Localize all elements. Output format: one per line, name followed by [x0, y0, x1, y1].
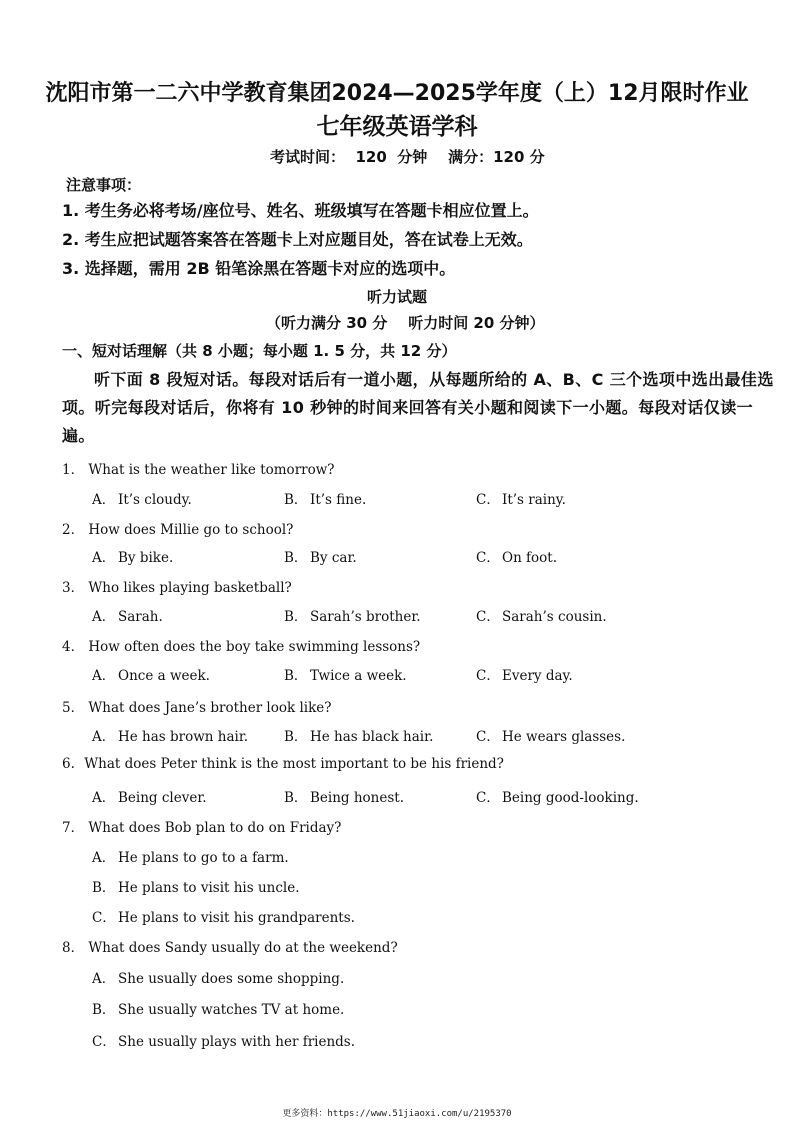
option-c: C． On foot. [476, 550, 558, 566]
option-a: A． Sarah. [92, 609, 163, 625]
question-text: How does Millie go to school? [88, 522, 294, 538]
option-a: A． He plans to go to a farm. [92, 850, 289, 866]
question-text: How often does the boy take swimming lessons? [88, 639, 421, 655]
listening-section-subtitle: （听力满分 30 分 听力时间 20 分钟） [266, 314, 545, 332]
question-3: 3． Who likes playing basketball? [62, 580, 292, 596]
option-b: B． He plans to visit his uncle. [92, 880, 300, 896]
note-item: 3. 选择题，需用 2B 铅笔涂黑在答题卡对应的选项中。 [62, 259, 456, 278]
question-text: What is the weather like tomorrow? [88, 462, 335, 478]
question-text: What does Peter think is the most important to be his friend? [84, 756, 504, 772]
option-a: A． Being clever. [92, 790, 207, 806]
option-b: B． He has black hair. [284, 729, 434, 745]
question-text: What does Sandy usually do at the weekend? [88, 940, 398, 956]
option-b: B． She usually watches TV at home. [92, 1002, 345, 1018]
part-one-instructions: 听下面 8 段短对话。每段对话后有一道小题，从每题所给的 A、B、C 三个选项中选出最佳选项。听完每段对话后，你将有 10 秒钟的时间来回答有关小题和阅读下一小题。每段对话仅读一遍。 [62, 370, 774, 445]
question-text: What does Jane’s brother look like? [88, 700, 332, 716]
question-4: 4． How often does the boy take swimming lessons? [62, 639, 421, 655]
option-c: C． Sarah’s cousin. [476, 609, 607, 625]
option-b: B． By car. [284, 550, 357, 566]
note-item: 1. 考生务必将考场/座位号、姓名、班级填写在答题卡相应位置上。 [62, 201, 539, 220]
option-b: B． It’s fine. [284, 492, 367, 508]
option-b: B． Being honest. [284, 790, 405, 806]
note-item: 2. 考生应把试题答案答在答题卡上对应题目处，答在试卷上无效。 [62, 230, 533, 249]
listening-section-title: 听力试题 [366, 288, 427, 306]
option-c: C． Every day. [476, 668, 573, 684]
option-c: C． He plans to visit his grandparents. [92, 910, 355, 926]
exam-title: 沈阳市第一二六中学教育集团2024—2025学年度（上）12月限时作业 [45, 81, 749, 106]
option-a: A． He has brown hair. [92, 729, 249, 745]
exam-subject: 七年级英语学科 [316, 114, 478, 140]
option-a: A． It’s cloudy. [92, 492, 192, 508]
question-2: 2． How does Millie go to school? [62, 522, 294, 538]
part-one-title: 一、短对话理解（共 8 小题；每小题 1. 5 分，共 12 分） [62, 342, 457, 360]
option-a: A． She usually does some shopping. [92, 971, 345, 987]
question-5: 5． What does Jane’s brother look like? [62, 700, 332, 716]
question-text: Who likes playing basketball? [88, 580, 292, 596]
option-c: C． It’s rainy. [476, 492, 566, 508]
exam-info: 考试时间： 120 分钟 满分：120 分 [270, 148, 545, 166]
question-text: What does Bob plan to do on Friday? [88, 820, 342, 836]
option-c: C． She usually plays with her friends. [92, 1034, 356, 1050]
notes-title: 注意事项： [66, 176, 142, 194]
option-b: B． Twice a week. [284, 668, 407, 684]
question-6: 6. What does Peter think is the most important to be his friend? [62, 756, 504, 772]
option-a: A． Once a week. [92, 668, 210, 684]
question-7: 7． What does Bob plan to do on Friday? [62, 820, 342, 836]
option-c: C． Being good-looking. [476, 790, 639, 806]
option-a: A． By bike. [92, 550, 174, 566]
footer-link[interactable]: 更多资料：https://www.51jiaoxi.com/u/2195370 [282, 1109, 512, 1119]
option-c: C． He wears glasses. [476, 729, 626, 745]
option-b: B． Sarah’s brother. [284, 609, 421, 625]
question-1: 1． What is the weather like tomorrow? [62, 462, 335, 478]
question-8: 8． What does Sandy usually do at the weekend? [62, 940, 398, 956]
